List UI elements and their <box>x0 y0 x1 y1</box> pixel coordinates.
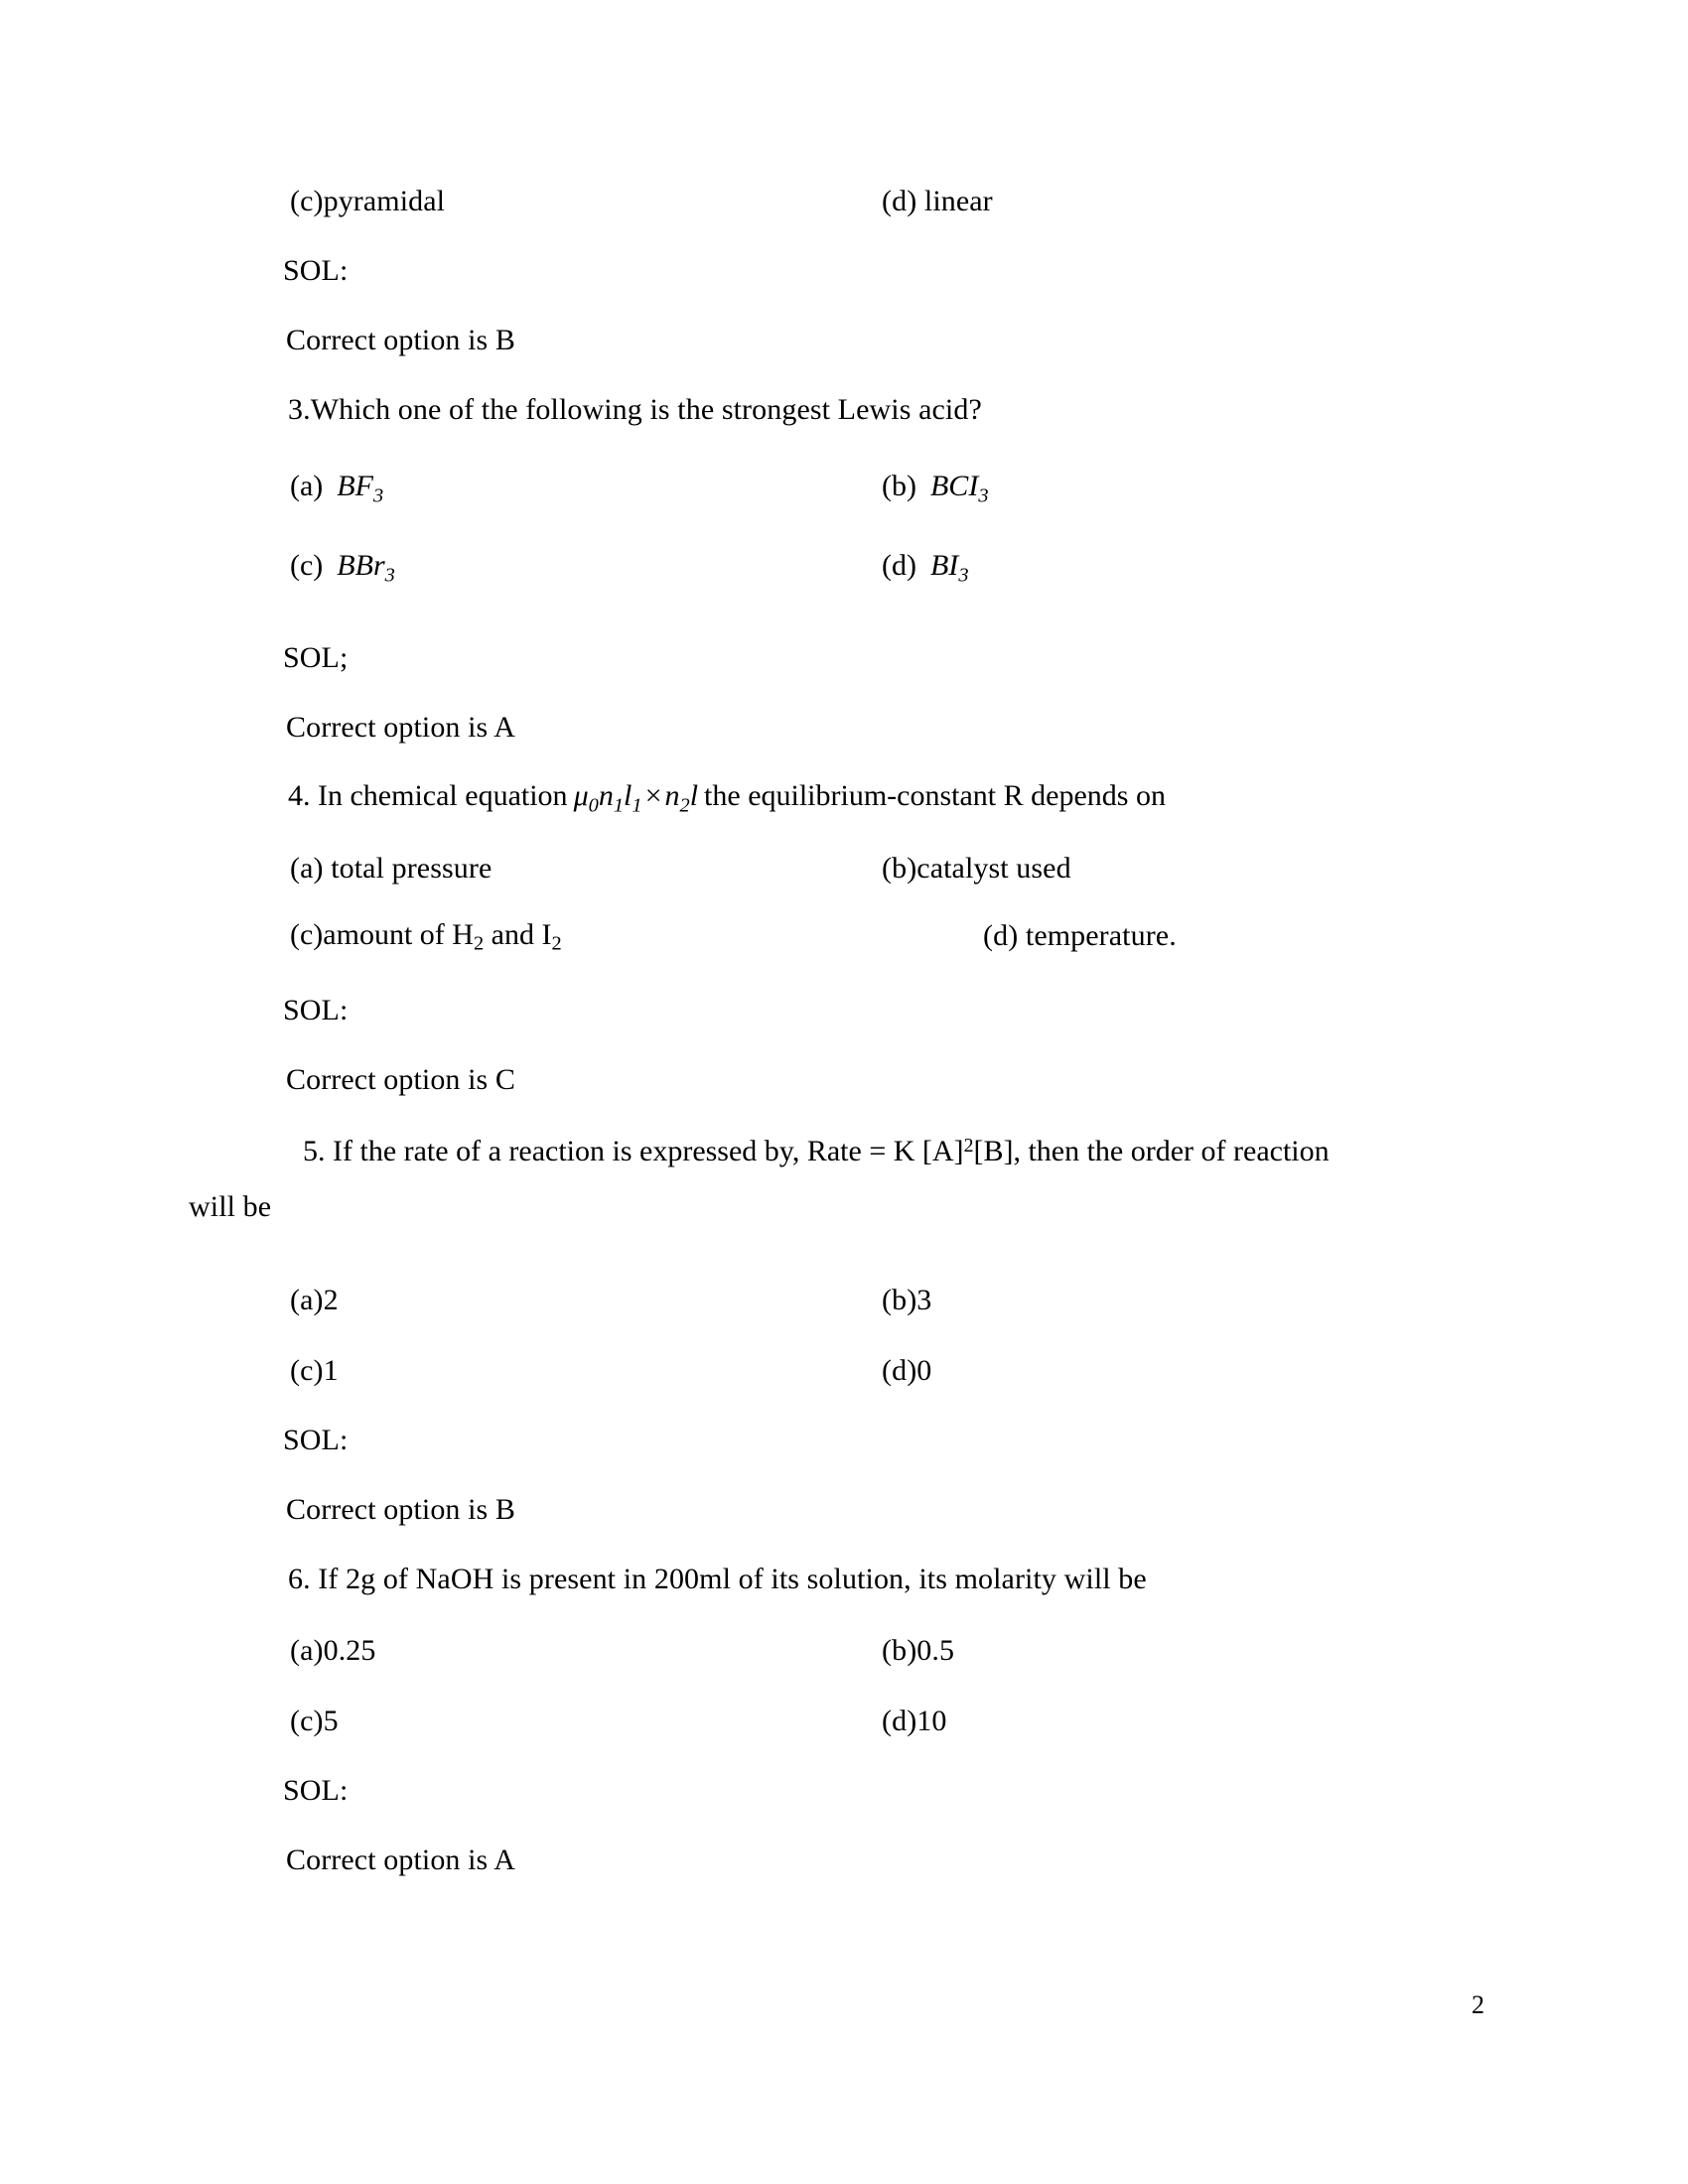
q2-answer: Correct option is B <box>286 324 516 356</box>
q4-eq-mu-sub: 0 <box>588 794 599 817</box>
q4-option-c-prefix: (c)amount of H <box>290 918 474 951</box>
q4-option-c <box>290 918 562 956</box>
q4-option-c-sub1: 2 <box>473 932 485 955</box>
q3-option-d <box>882 549 969 588</box>
q3-question: 3.Which one of the following is the strongest Lewis acid? <box>288 393 982 426</box>
q6-answer: Correct option is A <box>286 1843 516 1876</box>
q6-option-d: (d)10 <box>882 1705 947 1737</box>
page-number: 2 <box>1472 1990 1484 2019</box>
q3-option-d-label: (d) <box>882 549 916 582</box>
q3-option-b-label: (b) <box>882 470 916 502</box>
q4-eq-n2-sub: 2 <box>679 794 690 817</box>
q6-option-b: (b)0.5 <box>882 1634 955 1667</box>
q3-option-c-label: (c) <box>290 549 324 582</box>
q4-option-a: (a) total pressure <box>290 852 492 885</box>
q3-option-d-formula-sub: 3 <box>958 564 969 587</box>
q3-option-b <box>882 470 989 508</box>
q3-option-a-formula <box>337 470 384 507</box>
q4-eq-l2: l <box>689 779 699 812</box>
q3-option-c <box>290 549 395 588</box>
q5-question-line2: will be <box>189 1190 272 1223</box>
q4-question-prefix: 4. In chemical equation <box>288 779 568 812</box>
q4-sol-label: SOL: <box>283 994 349 1026</box>
q5-question-line1 <box>303 1135 1330 1168</box>
q6-option-c: (c)5 <box>290 1705 339 1737</box>
q3-sol-label: SOL; <box>283 641 349 674</box>
q5-option-b: (b)3 <box>882 1284 932 1316</box>
q4-option-c-middle: and I <box>484 918 552 951</box>
q3-answer: Correct option is A <box>286 711 516 744</box>
q3-option-a-formula-base: BF <box>337 470 373 502</box>
q3-option-b-formula <box>929 470 989 507</box>
q4-answer: Correct option is C <box>286 1063 516 1096</box>
q5-option-d: (d)0 <box>882 1354 932 1387</box>
q3-option-c-formula-sub: 3 <box>384 564 395 587</box>
q4-question <box>288 779 1166 818</box>
q3-option-b-formula-base: BCI <box>929 470 979 502</box>
q6-option-a: (a)0.25 <box>290 1634 376 1667</box>
q3-option-a-formula-sub: 3 <box>372 484 384 507</box>
q4-option-c-sub2: 2 <box>551 932 562 955</box>
q3-option-a <box>290 470 383 508</box>
q4-eq-n2: n <box>664 779 680 812</box>
q6-question: 6. If 2g of NaOH is present in 200ml of its solution, its molarity will be <box>288 1563 1147 1595</box>
q3-option-d-formula <box>929 549 969 587</box>
q5-answer: Correct option is B <box>286 1493 516 1526</box>
q5-option-c: (c)1 <box>290 1354 339 1387</box>
q4-eq-times: × <box>644 779 662 812</box>
q4-eq-n1-sub: 1 <box>613 794 625 817</box>
q3-option-d-formula-base: BI <box>929 549 959 582</box>
q2-option-c: (c)pyramidal <box>290 185 446 217</box>
q4-option-b: (b)catalyst used <box>882 852 1071 885</box>
q4-question-suffix: the equilibrium-constant R depends on <box>704 779 1166 812</box>
q4-option-d: (d) temperature. <box>983 919 1177 952</box>
q2-option-d: (d) linear <box>882 185 993 217</box>
q3-option-a-label: (a) <box>290 470 324 502</box>
q5-sol-label: SOL: <box>283 1424 349 1456</box>
q4-eq-l1-sub: 1 <box>632 794 642 817</box>
q3-option-b-formula-sub: 3 <box>978 484 989 507</box>
q4-eq-n1: n <box>598 779 614 812</box>
q2-sol-label: SOL: <box>283 254 349 287</box>
q4-eq-mu: μ <box>573 779 589 812</box>
q3-option-c-formula-base: BBr <box>337 549 385 582</box>
q6-sol-label: SOL: <box>283 1774 349 1807</box>
q4-equation <box>568 779 704 818</box>
q4-eq-l1: l <box>624 779 633 812</box>
q5-question-part1: 5. If the rate of a reaction is expressed by, Rate = K [A] <box>303 1135 964 1168</box>
q5-question-exponent: 2 <box>963 1135 974 1157</box>
q3-option-c-formula <box>337 549 395 587</box>
q5-question-part2: [B], then the order of reaction <box>973 1135 1330 1168</box>
q5-option-a: (a)2 <box>290 1284 339 1316</box>
